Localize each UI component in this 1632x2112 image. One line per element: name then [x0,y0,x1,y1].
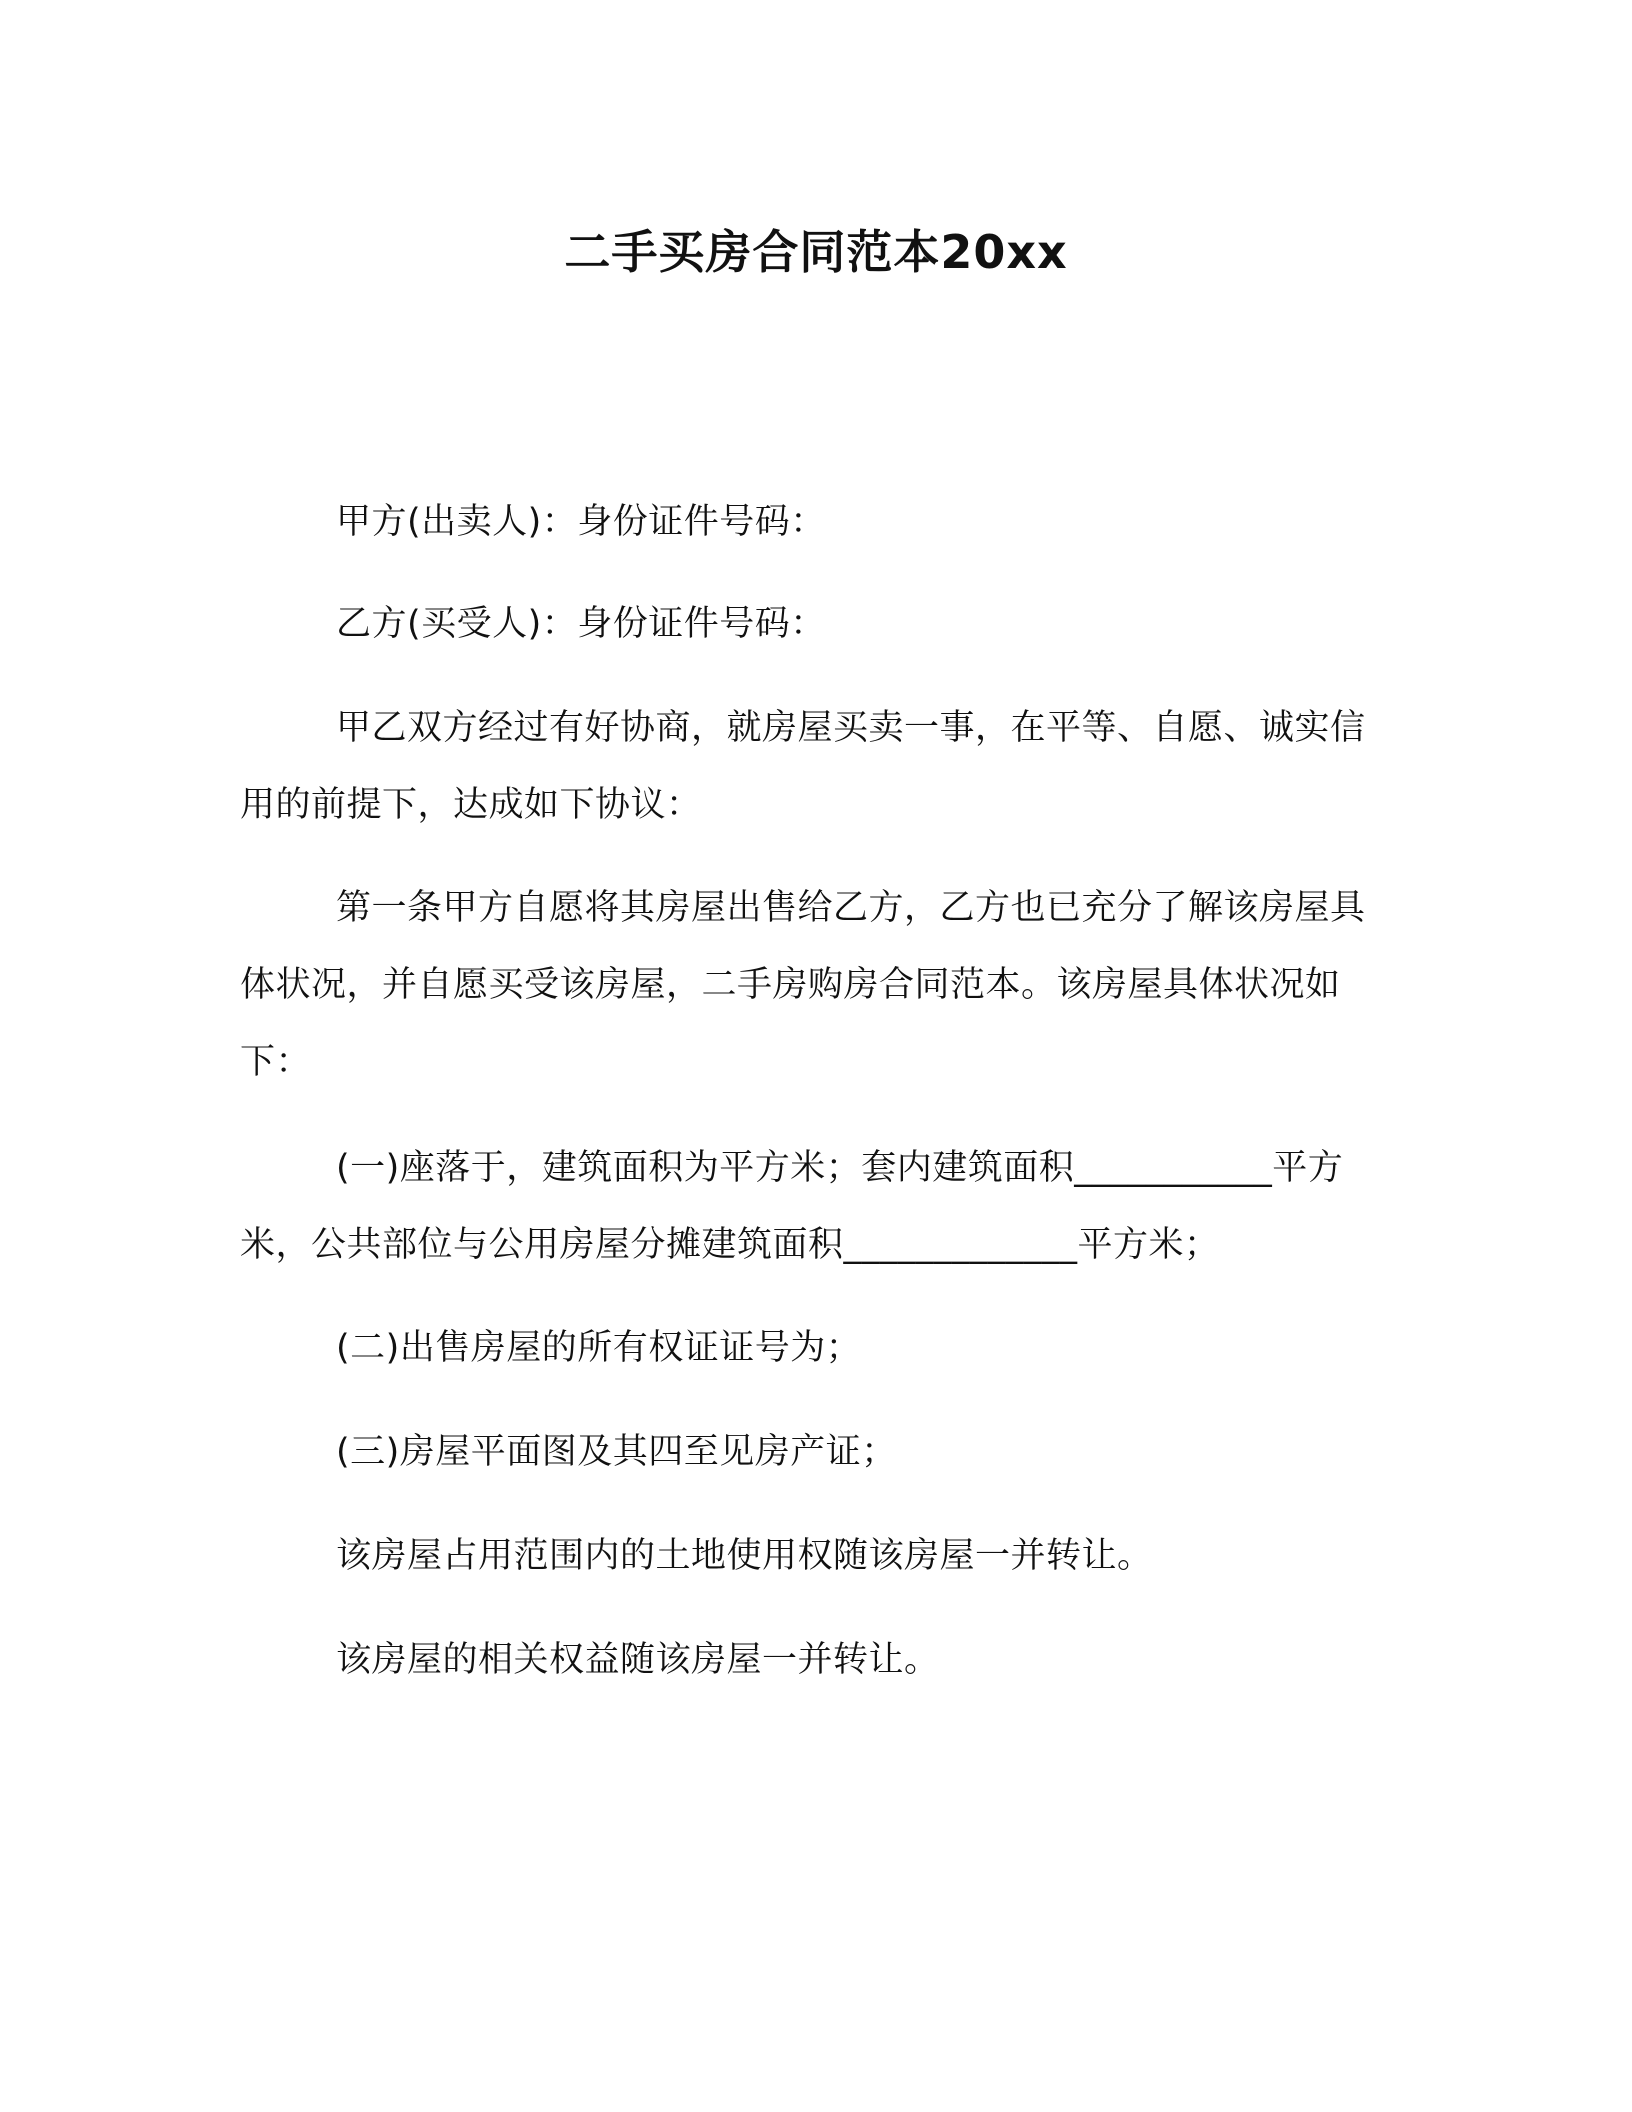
land-use-right-clause: 该房屋占用范围内的土地使用权随该房屋一并转让。 [336,1536,1153,1576]
related-rights-clause: 该房屋的相关权益随该房屋一并转让。 [336,1640,940,1680]
item-three-floorplan: (三)房屋平面图及其四至见房产证； [336,1432,897,1472]
item-two-certificate: (二)出售房屋的所有权证证号为； [336,1328,862,1368]
party-a-line: 甲方(出卖人)：身份证件号码： [336,502,826,542]
document-title: 二手买房合同范本20xx [564,225,1068,279]
article-one: 第一条甲方自愿将其房屋出售给乙方，乙方也已充分了解该房屋具体状况，并自愿买受该房屋，二手房购房合同范本。该房屋具体状况如下： [240,888,1366,1082]
party-b-line: 乙方(买受人)：身份证件号码： [336,604,826,644]
item-one-location: (一)座落于，建筑面积为平方米；套内建筑面积___________平方米，公共部位与公用房屋分摊建筑面积_____________平方米； [240,1148,1344,1265]
agreement-intro: 甲乙双方经过有好协商，就房屋买卖一事，在平等、自愿、诚实信用的前提下，达成如下协议： [240,708,1366,825]
